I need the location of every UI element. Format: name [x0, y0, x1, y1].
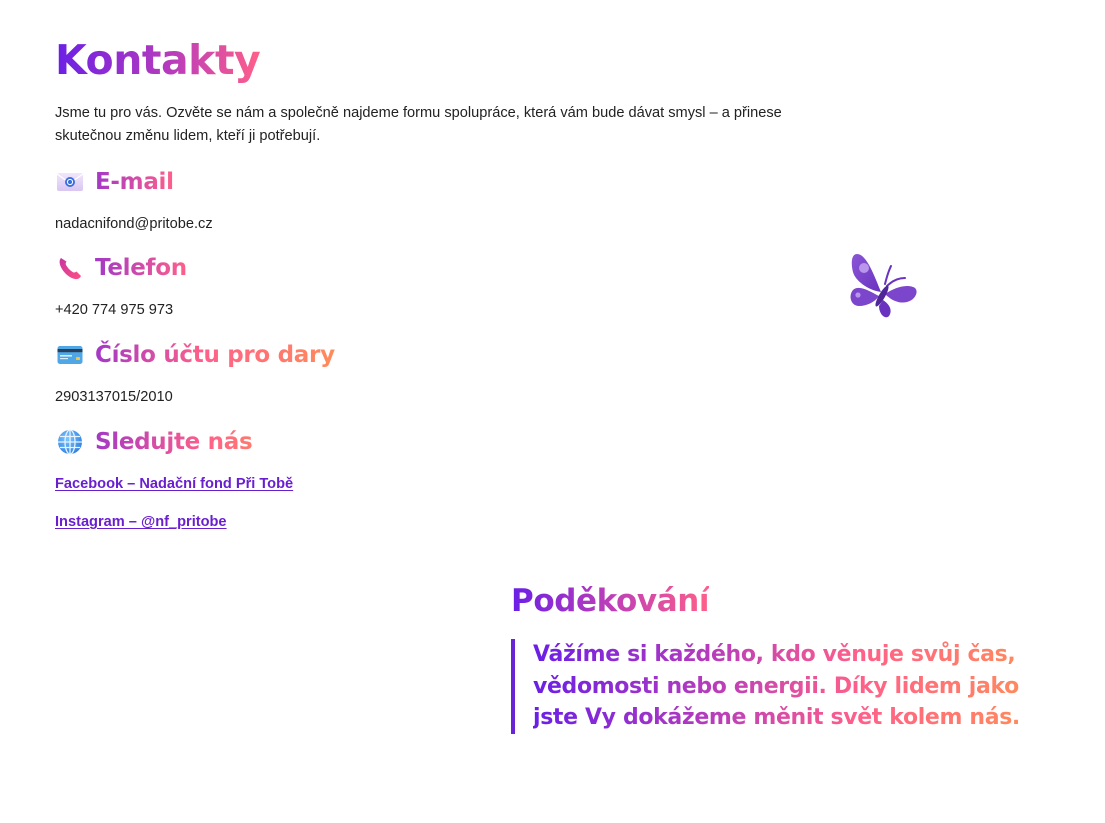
email-value: nadacnifond@pritobe.cz — [55, 216, 213, 232]
account-heading-label: Číslo účtu pro dary — [95, 338, 335, 372]
thanks-title: Poděkování — [511, 580, 709, 622]
facebook-link[interactable]: Facebook – Nadační fond Při Tobě — [55, 476, 294, 492]
phone-heading — [55, 251, 187, 285]
social-heading-label: Sledujte nás — [95, 425, 252, 459]
thanks-quote — [511, 639, 1031, 734]
phone-heading-label: Telefon — [95, 251, 187, 285]
account-value: 2903137015/2010 — [55, 389, 173, 405]
thanks-quote-text: Vážíme si každého, kdo věnuje svůj čas, vědomosti nebo energii. Díky lidem jako jste Vy dokážeme měnit svět kolem nás. — [533, 639, 1031, 734]
social-heading — [55, 425, 252, 459]
intro-text: Jsme tu pro vás. Ozvěte se nám a společně najdeme formu spolupráce, která vám bude dávat smysl – a přinese skutečnou změnu lidem, kteří ji potřebují. — [55, 105, 782, 144]
page-title: Kontakty — [55, 36, 261, 84]
account-heading — [55, 338, 335, 372]
envelope-icon — [55, 167, 85, 197]
telephone-receiver-icon — [55, 253, 85, 283]
email-heading-label: E-mail — [95, 165, 174, 199]
instagram-link[interactable]: Instagram – @nf_pritobe — [55, 514, 227, 530]
globe-icon — [55, 427, 85, 457]
email-heading — [55, 165, 174, 199]
butterfly-icon — [845, 248, 919, 322]
phone-value: +420 774 975 973 — [55, 302, 174, 318]
credit-card-icon — [55, 340, 85, 370]
